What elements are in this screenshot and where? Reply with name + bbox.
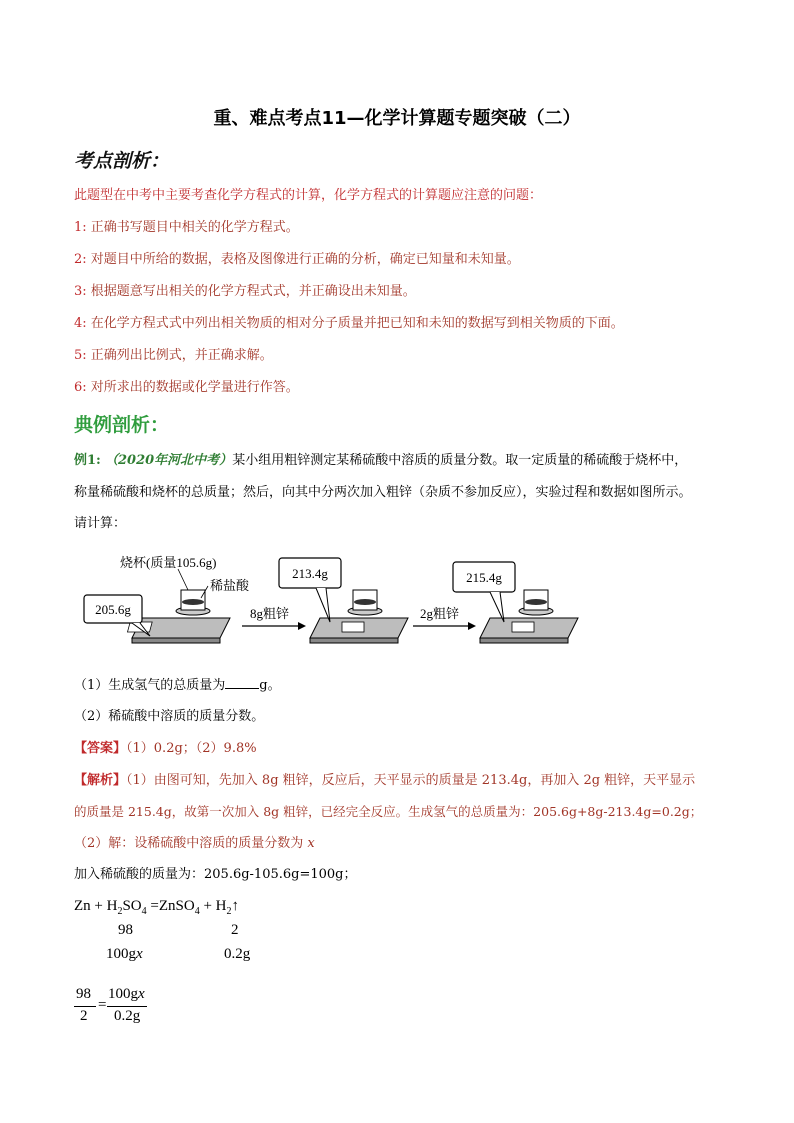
ratio-d1: 2 xyxy=(80,1008,88,1024)
point-text: 对题目中所给的数据，表格及图像进行正确的分析，确定已知量和未知量。 xyxy=(90,252,520,267)
point-number: 5: xyxy=(74,348,87,363)
eq-so: SO xyxy=(122,898,142,914)
example-source: （2020年河北中考） xyxy=(105,453,233,468)
analysis-label: 【解析】 xyxy=(74,773,127,788)
acid-mass-line: 加入稀硫酸的质量为：205.6g-105.6g=100g； xyxy=(74,867,357,882)
point-text: 对所求出的数据或化学量进行作答。 xyxy=(90,380,299,395)
acid-label: 稀盐酸 xyxy=(210,578,250,593)
eq-zn: Zn xyxy=(74,898,91,914)
point-5 xyxy=(74,347,273,365)
eq-sub: 4 xyxy=(141,906,147,917)
section-heading-kaodian: 考点剖析： xyxy=(74,150,170,172)
point-number: 1: xyxy=(74,220,87,235)
eq-znso: =ZnSO xyxy=(146,898,195,914)
eq-sub: 2 xyxy=(117,906,123,917)
question-2: （2）稀硫酸中溶质的质量分数。 xyxy=(74,709,265,724)
point-text: 在化学方程式式中列出相关物质的相对分子质量并把已知和未知的数据写到相关物质的下面。 xyxy=(90,316,624,331)
variable-x: x xyxy=(136,946,143,962)
eq-h2: + H xyxy=(199,898,227,914)
ratio-n2 xyxy=(108,986,145,1003)
analysis-line-3-text: （2）解：设稀硫酸中溶质的质量分数为 xyxy=(74,836,308,851)
answer-line xyxy=(74,740,257,758)
page-title: 重、难点考点11—化学计算题专题突破（二） xyxy=(213,108,581,129)
question-1-text: （1）生成氢气的总质量为 xyxy=(74,678,226,693)
example-label: 例1: xyxy=(74,453,101,468)
arrow-2-label: 2g粗锌 xyxy=(420,606,460,621)
beaker-label: 烧杯(质量105.6g) xyxy=(120,555,217,570)
ratio-n2-text: 100g xyxy=(108,986,138,1002)
value-text: 100g xyxy=(106,946,136,962)
eq-h: + H xyxy=(90,898,118,914)
mr-h2so4: 98 xyxy=(118,922,133,938)
answer-text: （1）0.2g；（2）9.8% xyxy=(126,741,257,756)
intro-text: 此题型在中考中主要考查化学方程式的计算，化学方程式的计算题应注意的问题： xyxy=(74,188,543,203)
point-number: 2: xyxy=(74,252,87,267)
ratio-d2: 0.2g xyxy=(114,1008,141,1024)
balance-1 xyxy=(127,590,230,643)
arrow-1-label: 8g粗锌 xyxy=(250,606,290,621)
example-line-3: 请计算： xyxy=(74,516,127,531)
point-1 xyxy=(74,219,299,237)
eq-sub: 4 xyxy=(194,906,200,917)
value-h2so4 xyxy=(106,946,143,963)
point-3 xyxy=(74,283,416,301)
point-text: 根据题意写出相关的化学方程式式，并正确设出未知量。 xyxy=(90,284,416,299)
point-4 xyxy=(74,315,624,333)
answer-label: 【答案】 xyxy=(74,741,127,756)
fraction-bar xyxy=(107,1006,147,1007)
analysis-text: （1）由图可知，先加入 8g 粗锌，反应后，天平显示的质量是 213.4g，再加入 2g 粗锌，天平显示 xyxy=(126,773,696,788)
point-text: 正确书写题目中相关的化学方程式。 xyxy=(90,220,299,235)
reading-1: 205.6g xyxy=(95,602,131,617)
gas-arrow: ↑ xyxy=(231,898,239,914)
answer-blank[interactable] xyxy=(225,676,259,689)
value-h2: 0.2g xyxy=(224,946,251,962)
reading-2: 213.4g xyxy=(292,566,328,581)
ratio-eq: = xyxy=(98,997,107,1013)
chemical-equation xyxy=(74,898,239,917)
example-line-1 xyxy=(74,452,687,470)
analysis-line-3 xyxy=(74,835,315,853)
example-line-2: 称量稀硫酸和烧杯的总质量；然后，向其中分两次加入粗锌（杂质不参加反应），实验过程和数据如图所示。 xyxy=(74,485,692,500)
reading-3: 215.4g xyxy=(466,570,502,585)
section-heading-dianli: 典例剖析： xyxy=(74,414,170,436)
point-number: 3: xyxy=(74,284,87,299)
mr-h2: 2 xyxy=(231,922,239,938)
analysis-line-2: 的质量是 215.4g，故第一次加入 8g 粗锌，已经完全反应。生成氢气的总质量为：205.6g+8g-213.4g=0.2g； xyxy=(74,804,703,819)
eq-sub: 2 xyxy=(226,906,232,917)
point-2 xyxy=(74,251,520,269)
variable-x: x xyxy=(307,836,315,851)
arrow-1 xyxy=(298,622,306,630)
fraction-bar xyxy=(74,1006,96,1007)
point-number: 4: xyxy=(74,316,87,331)
ratio-equation xyxy=(74,986,164,1030)
analysis-line-1 xyxy=(74,772,695,790)
experiment-figure xyxy=(80,548,590,648)
question-1 xyxy=(74,676,281,695)
point-6 xyxy=(74,379,299,397)
point-text: 正确列出比例式，并正确求解。 xyxy=(90,348,273,363)
arrow-2 xyxy=(468,622,476,630)
question-1-unit: g。 xyxy=(259,678,281,693)
ratio-n1: 98 xyxy=(76,986,91,1002)
example-text: 某小组用粗锌测定某稀硫酸中溶质的质量分数。取一定质量的稀硫酸于烧杯中， xyxy=(232,453,688,468)
point-number: 6: xyxy=(74,380,87,395)
variable-x: x xyxy=(138,986,145,1002)
